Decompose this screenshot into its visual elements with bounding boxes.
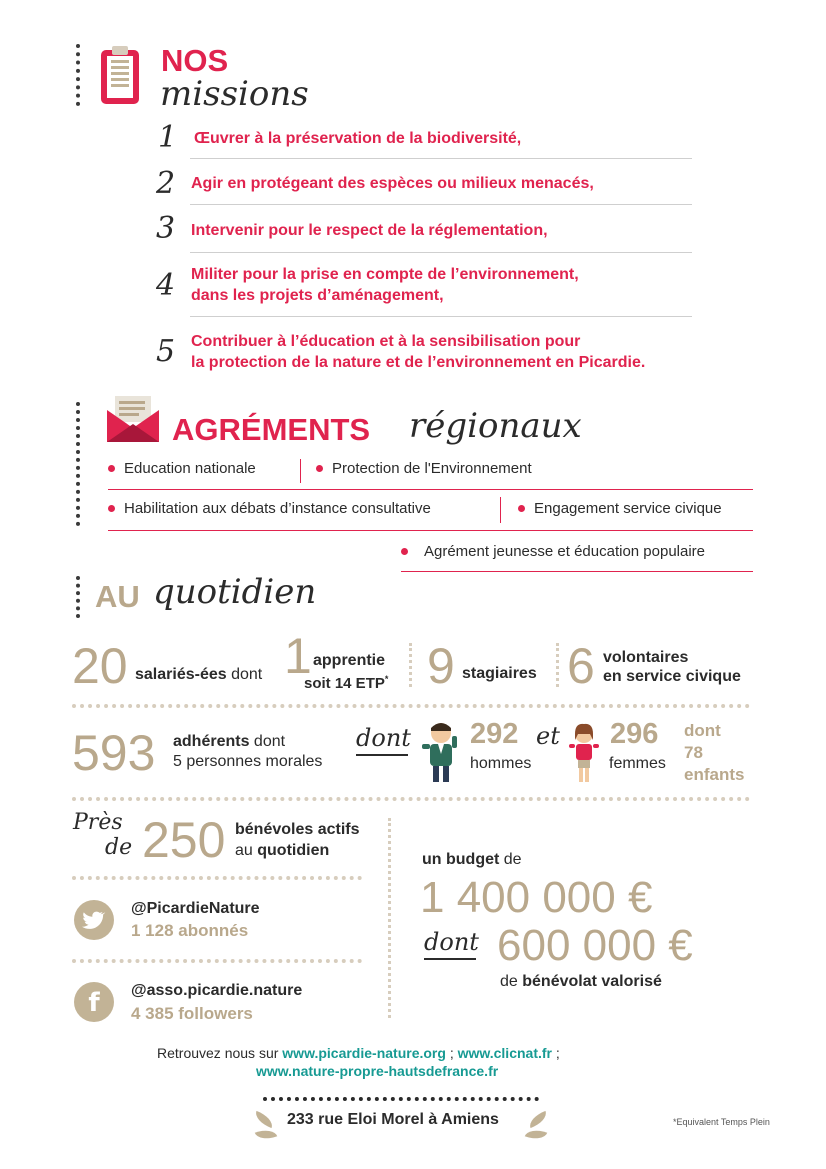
budget-amount-2: 600 000 €	[497, 921, 693, 970]
salaries-label: salariés-ées dont	[135, 666, 263, 683]
apprentie-number: 1	[284, 628, 312, 684]
quotidien-title: AU	[95, 579, 140, 614]
pres-script: Près	[73, 810, 123, 835]
section-dots-agrements	[76, 402, 80, 526]
leaf-icon-left	[253, 1111, 276, 1128]
facebook-icon[interactable]: f	[74, 982, 114, 1022]
bullet-dot-icon	[316, 465, 323, 472]
benevoles-label-1: bénévoles actifs	[235, 821, 360, 838]
dont-underline	[356, 754, 408, 756]
footer-dots	[263, 1097, 539, 1101]
agrement-divider	[500, 497, 501, 523]
adherents-label-2: 5 personnes morales	[173, 753, 323, 770]
twitter-icon[interactable]	[74, 900, 114, 940]
bullet-dot-icon	[108, 505, 115, 512]
bullet-dot-icon	[518, 505, 525, 512]
mission-number-5: 5	[156, 334, 176, 369]
budget-dont-underline	[424, 958, 476, 960]
section-dots-missions	[76, 44, 80, 106]
bullet-dot-icon	[401, 548, 408, 555]
twitter-followers: 1 128 abonnés	[131, 921, 249, 940]
mission-text-5-line2: la protection de la nature et de l’environnement en Picardie.	[191, 354, 646, 371]
apprentie-label-2: soit 14 ETP*	[304, 674, 389, 692]
agrement-line	[108, 530, 753, 531]
clipboard-icon	[99, 44, 141, 111]
facebook-handle[interactable]: @asso.picardie.nature	[131, 982, 303, 999]
volontaires-label-1: volontaires	[603, 649, 689, 666]
agrement-item: Agrément jeunesse et éducation populaire	[401, 543, 705, 560]
hommes-label: hommes	[470, 755, 532, 772]
mission-text-2: Agir en protégeant des espèces ou milieux menacés,	[191, 175, 594, 192]
mission-divider	[190, 158, 692, 159]
facebook-followers: 4 385 followers	[131, 1004, 253, 1023]
twitter-handle[interactable]: @PicardieNature	[131, 900, 260, 917]
mission-number-4: 4	[156, 268, 176, 303]
agrement-item: Habilitation aux débats d’instance consultative	[108, 500, 431, 517]
link-clicnat[interactable]: www.clicnat.fr	[457, 1045, 552, 1061]
link-picardie-nature[interactable]: www.picardie-nature.org	[282, 1045, 446, 1061]
hommes-number: 292	[470, 718, 519, 750]
row-separator	[72, 959, 362, 963]
enfants-line-3: enfants	[684, 765, 745, 784]
apprentie-label-1: apprentie	[313, 652, 386, 669]
volontaires-number: 6	[567, 638, 595, 694]
mission-divider	[190, 204, 692, 205]
leaf-icon-right	[525, 1126, 548, 1143]
quotidien-title-script: quotidien	[153, 572, 317, 612]
mission-text-1: Œuvrer à la préservation de la biodiversité,	[194, 130, 522, 147]
mission-divider	[190, 316, 692, 317]
leaf-icon-left	[255, 1126, 278, 1143]
stagiaires-number: 9	[427, 638, 455, 694]
femmes-number: 296	[610, 718, 659, 750]
agrement-item: Education nationale	[108, 460, 256, 477]
adherents-label: adhérents dont	[173, 733, 286, 750]
dont-script: dont	[356, 724, 411, 752]
column-divider	[388, 818, 391, 1018]
mission-text-3: Intervenir pour le respect de la réglementation,	[191, 222, 548, 239]
missions-title-script: missions	[160, 74, 309, 114]
row-separator	[72, 797, 750, 801]
enfants-line-1: dont	[684, 721, 721, 740]
mission-text-4-line1: Militer pour la prise en compte de l’environnement,	[191, 266, 579, 283]
section-dots-quotidien	[76, 576, 80, 618]
volontaires-label-2: en service civique	[603, 668, 741, 685]
mission-text-5-line1: Contribuer à l’éducation et à la sensibilisation pour	[191, 333, 581, 350]
etp-note: *Equivalent Temps Plein	[673, 1117, 770, 1127]
leaf-icon-right	[527, 1111, 550, 1128]
stagiaires-label: stagiaires	[462, 665, 537, 682]
link-nature-propre[interactable]: www.nature-propre-hautsdefrance.fr	[256, 1063, 499, 1079]
mission-text-4-line2: dans les projets d’aménagement,	[191, 287, 444, 304]
de-script: de	[105, 835, 133, 860]
agrement-item: Engagement service civique	[518, 500, 722, 517]
bullet-dot-icon	[108, 465, 115, 472]
agrement-line	[108, 489, 753, 490]
man-icon	[419, 720, 463, 789]
stat-divider	[409, 643, 412, 687]
woman-icon	[566, 722, 602, 789]
budget-label: un budget de	[422, 851, 522, 868]
adherents-number: 593	[72, 725, 156, 781]
envelope-icon	[107, 396, 159, 449]
address: 233 rue Eloi Morel à Amiens	[287, 1111, 499, 1128]
mission-number-1: 1	[158, 120, 178, 155]
stat-divider	[556, 643, 559, 687]
footer-links-line1: Retrouvez nous sur www.picardie-nature.org ; www.clicnat.fr ;	[157, 1045, 560, 1061]
agrement-item: Protection de l'Environnement	[316, 460, 532, 477]
row-separator	[72, 704, 750, 708]
mission-divider	[190, 252, 692, 253]
et-script: et	[536, 722, 560, 750]
mission-number-2: 2	[156, 166, 176, 201]
agrements-title: AGRÉMENTS	[172, 412, 371, 447]
agrement-divider	[300, 459, 301, 483]
budget-label-2: de bénévolat valorisé	[500, 973, 662, 990]
budget-dont-script: dont	[424, 928, 479, 956]
row-separator	[72, 876, 362, 880]
mission-number-3: 3	[156, 211, 176, 246]
enfants-line-2: 78	[684, 743, 703, 762]
salaries-number: 20	[72, 638, 128, 694]
agrement-line	[401, 571, 753, 572]
agrements-title-script: régionaux	[409, 406, 582, 446]
missions-title-top: NOS	[161, 43, 229, 78]
benevoles-label-2: au quotidien	[235, 842, 330, 859]
budget-amount: 1 400 000 €	[420, 873, 653, 922]
femmes-label: femmes	[609, 755, 666, 772]
benevoles-number: 250	[142, 812, 226, 868]
